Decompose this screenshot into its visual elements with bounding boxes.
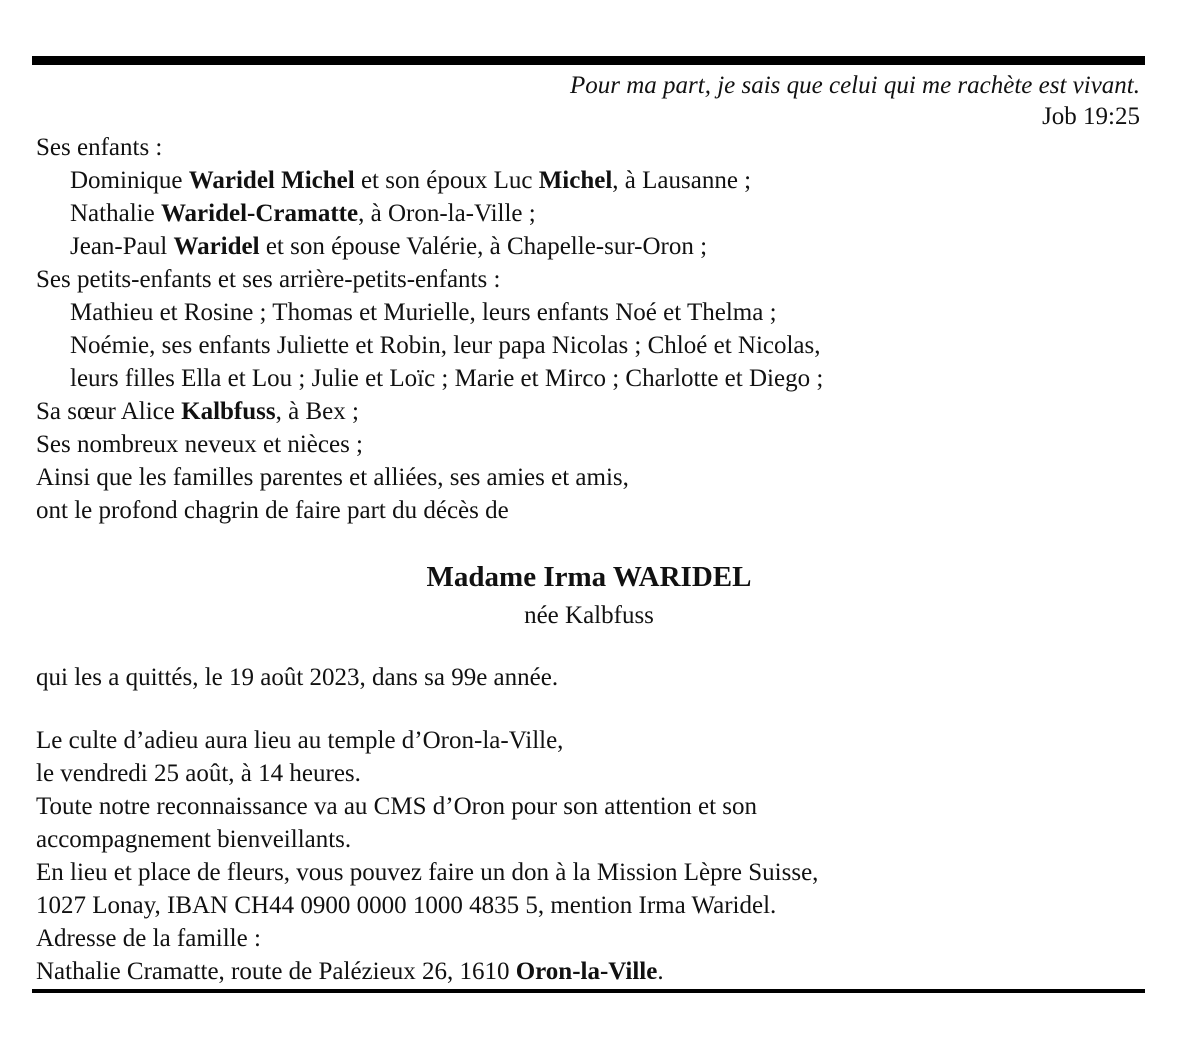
relatives-line: Ainsi que les familles parentes et alliées, ses amies et amis, xyxy=(36,464,629,491)
bottom-rule xyxy=(32,989,1145,993)
grandchildren-line-3: leurs filles Ella et Lou ; Julie et Loïc ; Marie et Mirco ; Charlotte et Diego ; xyxy=(70,365,824,392)
child-2: Nathalie Waridel-Cramatte, à Oron-la-Ville ; xyxy=(70,200,536,227)
nephews-line: Ses nombreux neveux et nièces ; xyxy=(36,431,363,458)
child-1: Dominique Waridel Michel et son époux Luc Michel, à Lausanne ; xyxy=(70,167,752,194)
thanks-line-1: Toute notre reconnaissance va au CMS d’Oron pour son attention et son xyxy=(36,793,757,820)
thanks-line-2: accompagnement bienveillants. xyxy=(36,826,352,853)
bible-reference: Job 19:25 xyxy=(1042,103,1140,130)
deceased-maiden-name: née Kalbfuss xyxy=(524,602,654,629)
grandchildren-heading: Ses petits-enfants et ses arrière-petits-enfants : xyxy=(36,266,501,293)
child-3: Jean-Paul Waridel et son épouse Valérie, à Chapelle-sur-Oron ; xyxy=(70,233,708,260)
service-line-1: Le culte d’adieu aura lieu au temple d’Oron-la-Ville, xyxy=(36,727,564,754)
address-heading: Adresse de la famille : xyxy=(36,925,261,952)
family-address: Nathalie Cramatte, route de Palézieux 26, 1610 Oron-la-Ville. xyxy=(36,958,664,985)
sister-line: Sa sœur Alice Kalbfuss, à Bex ; xyxy=(36,398,359,425)
grandchildren-line-2: Noémie, ses enfants Juliette et Robin, leur papa Nicolas ; Chloé et Nicolas, xyxy=(70,332,821,359)
service-line-2: le vendredi 25 août, à 14 heures. xyxy=(36,760,361,787)
children-heading: Ses enfants : xyxy=(36,134,163,161)
bible-quote: Pour ma part, je sais que celui qui me rachète est vivant. xyxy=(569,72,1140,99)
donation-line-1: En lieu et place de fleurs, vous pouvez faire un don à la Mission Lèpre Suisse, xyxy=(36,859,819,886)
donation-line-2: 1027 Lonay, IBAN CH44 0900 0000 1000 4835 5, mention Irma Waridel. xyxy=(36,892,777,919)
deceased-name: Madame Irma WARIDEL xyxy=(426,561,752,593)
death-line: qui les a quittés, le 19 août 2023, dans sa 99e année. xyxy=(36,664,559,691)
top-rule xyxy=(32,56,1145,65)
announcement-line: ont le profond chagrin de faire part du décès de xyxy=(36,497,509,524)
grandchildren-line-1: Mathieu et Rosine ; Thomas et Murielle, leurs enfants Noé et Thelma ; xyxy=(70,299,777,326)
